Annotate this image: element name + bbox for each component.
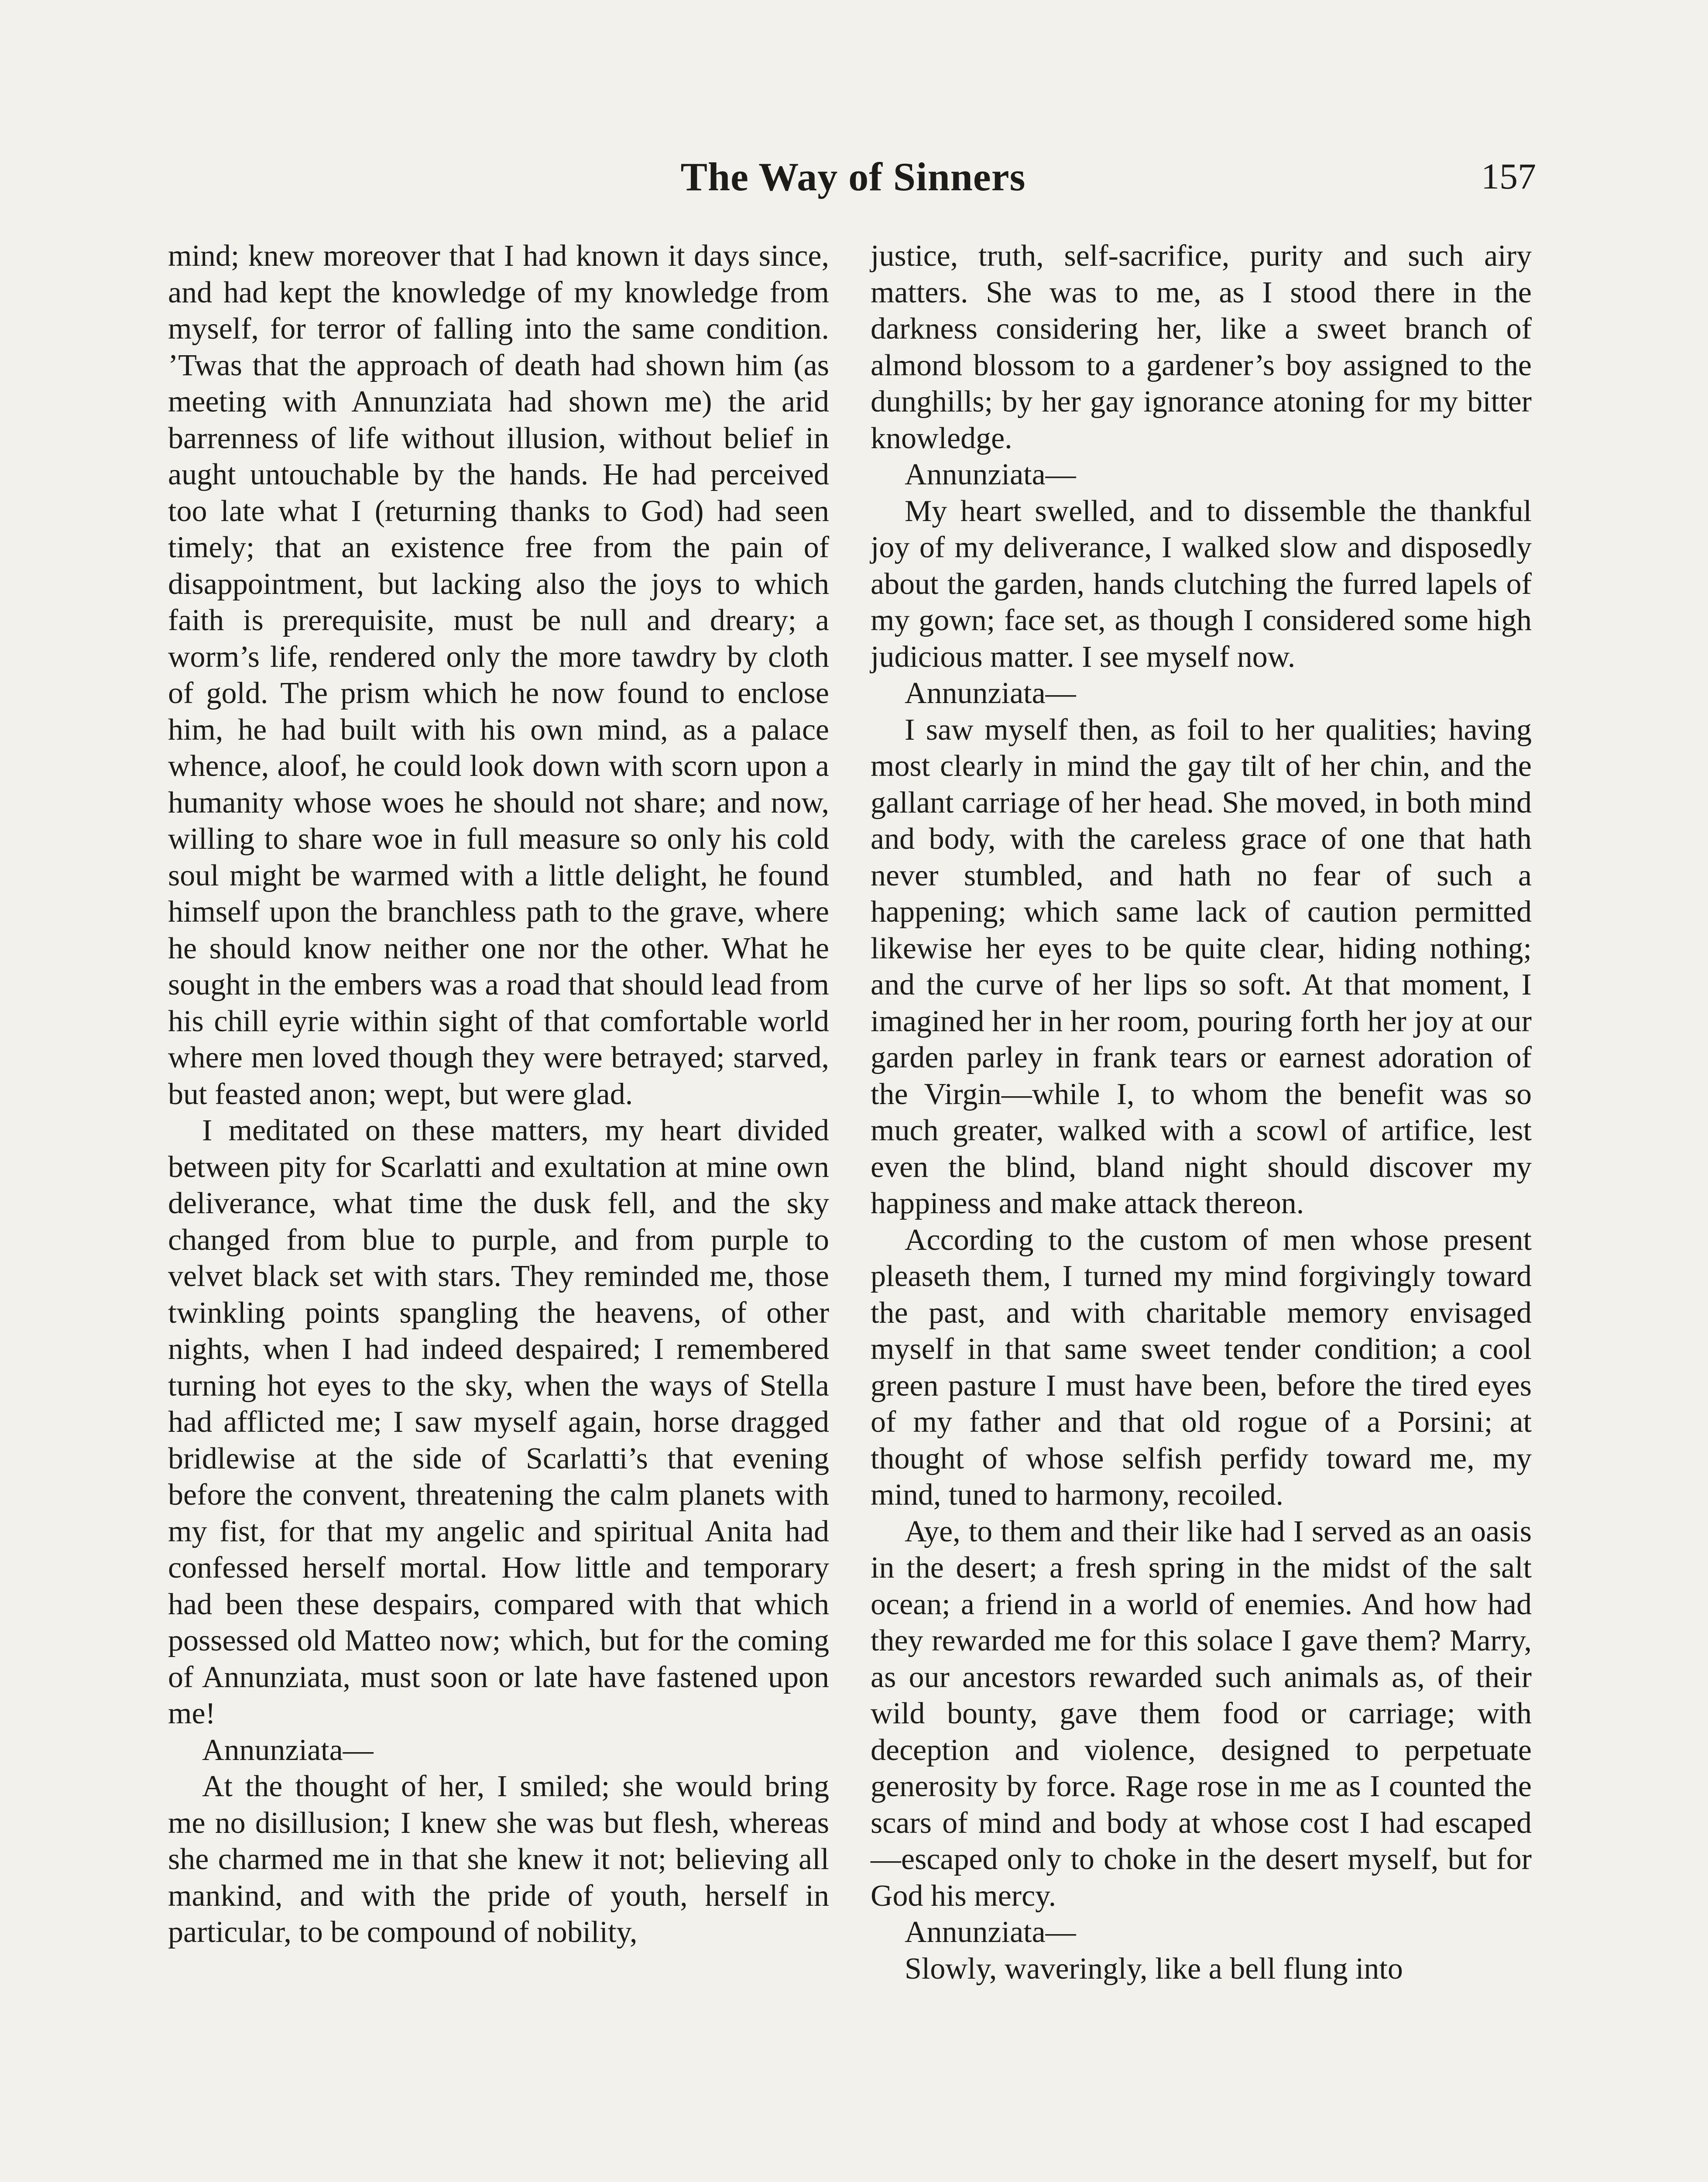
page-header [170, 144, 1536, 209]
paragraph: Annunziata— [202, 1733, 374, 1767]
left-column [168, 238, 829, 1951]
running-title: The Way of Sinners [680, 154, 1026, 199]
page-number: 157 [1481, 156, 1536, 197]
paragraph: My heart swelled, and to dissemble the thankful joy of my deliverance, I walked slow and disposedly about the garden, hands clutching the furred lapels of my gown; face set, as though I considered some high judicious matter. I see myself now. [871, 494, 1532, 674]
paragraph: I saw myself then, as foil to her qualities; having most clearly in mind the gay tilt of her chin, and the gallant carriage of her head. She moved, in both mind and body, with the careless grace of one that hath never stumbled, and hath no fear of such a happening; which same lack of caution permitted likewise her eyes to be quite clear, hiding nothing; and the curve of her lips so soft. At that moment, I imagined her in her room, pouring forth her joy at our garden parley in frank tears or earnest adoration of the Virgin—while I, to whom the benefit was so much greater, walked with a scowl of artifice, lest even the blind, bland night should discover my happiness and make attack thereon. [871, 713, 1532, 1220]
paragraph: Annunziata— [905, 676, 1076, 710]
paragraph: At the thought of her, I smiled; she would bring me no disillusion; I knew she was but flesh, whereas she charmed me in that she knew it not; believing all mankind, and with the pride of youth, herself in particular, to be compound of nobility, [168, 1770, 829, 1949]
paragraph: Annunziata— [905, 1915, 1076, 1949]
paragraph: Slowly, waveringly, like a bell flung into [905, 1952, 1403, 1986]
paragraph: justice, truth, self-sacrifice, purity and such airy matters. She was to me, as I stood there in the darkness considering her, like a sweet branch of almond blossom to a gardener’s boy assigned to the dunghills; by her gay ignorance atoning for my bitter knowledge. [871, 239, 1532, 455]
paragraph: Aye, to them and their like had I served as an oasis in the desert; a fresh spring in the midst of the salt ocean; a friend in a world of enemies. And how had they rewarded me for this solace I gave them? Marry, as our ancestors rewarded such animals as, of their wild bounty, gave them food or carriage; with deception and violence, designed to perpetuate generosity by force. Rage rose in me as I counted the scars of mind and body at whose cost I had escaped—escaped only to choke in the desert myself, but for God his mercy. [871, 1514, 1532, 1913]
paragraph: According to the custom of men whose present pleaseth them, I turned my mind forgivingly toward the past, and with charitable memory envisaged myself in that same sweet tender condition; a cool green pasture I must have been, before the tired eyes of my father and that old rogue of a Porsini; at thought of whose selfish perfidy toward me, my mind, tuned to harmony, recoiled. [871, 1223, 1532, 1512]
paragraph: mind; knew moreover that I had known it days since, and had kept the knowledge of my knowledge from myself, for terror of falling into the same condition. ’Twas that the approach of death had shown him (as meeting with Annunziata had shown me) the arid barrenness of life without illusion, without belief in aught untouchable by the hands. He had perceived too late what I (returning thanks to God) had seen timely; that an existence free from the pain of disappointment, but lacking also the joys to which faith is prerequisite, must be null and dreary; a worm’s life, rendered only the more tawdry by cloth of gold. The prism which he now found to enclose him, he had built with his own mind, as a palace whence, aloof, he could look down with scorn upon a humanity whose woes he should not share; and now, willing to share woe in full measure so only his cold soul might be warmed with a little delight, he found himself upon the branchless path to the grave, where he should know neither one nor the other. What he sought in the embers was a road that should lead from his chill eyrie within sight of that comfortable world where men loved though they were betrayed; starved, but feasted anon; wept, but were glad. [168, 239, 829, 1111]
paragraph: Annunziata— [905, 458, 1076, 491]
right-column [871, 238, 1532, 1987]
paragraph: I meditated on these matters, my heart divided between pity for Scarlatti and exultation at mine own deliverance, what time the dusk fell, and the sky changed from blue to purple, and from purple to velvet black set with stars. They reminded me, those twinkling points spangling the heavens, of other nights, when I had indeed despaired; I remembered turning hot eyes to the sky, when the ways of Stella had afflicted me; I saw myself again, horse dragged bridlewise at the side of Scarlatti’s that evening before the convent, threatening the calm planets with my fist, for that my angelic and spiritual Anita had confessed herself mortal. How little and temporary had been these despairs, compared with that which possessed old Matteo now; which, but for the coming of Annunziata, must soon or late have fastened upon me! [168, 1114, 829, 1730]
